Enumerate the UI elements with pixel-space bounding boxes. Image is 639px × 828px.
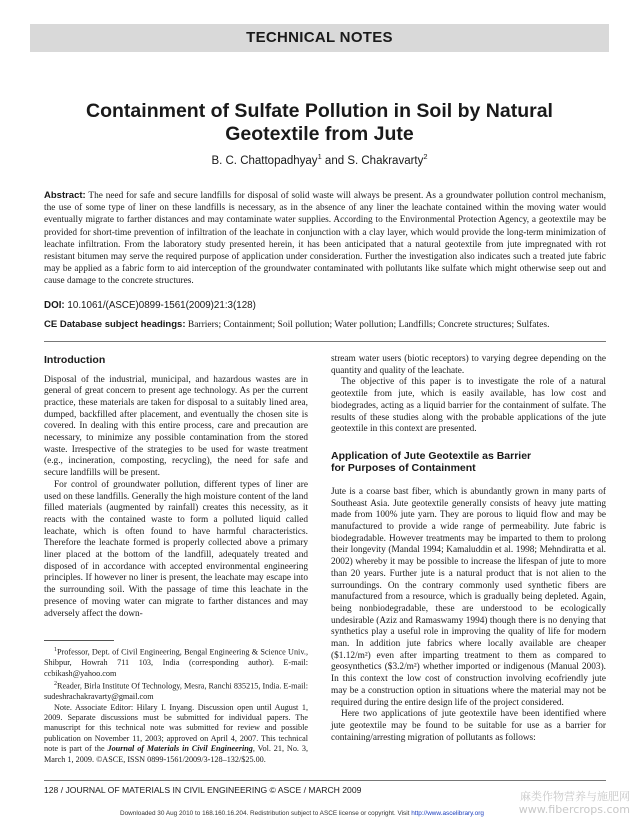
application-heading (331, 450, 606, 475)
footnote-divider (44, 640, 114, 641)
section-banner: TECHNICAL NOTES (30, 24, 609, 52)
watermark-line-2: www.fibercrops.com (518, 803, 630, 816)
footnote-1-mark: 1 (54, 647, 57, 653)
title-line-2: Geotextile from Jute (225, 123, 414, 145)
footnote-2-text: Reader, Birla Institute Of Technology, Mesra, Ranchi 835215, India. E-mail: sudeshrachakravarty@gmail.com (44, 681, 308, 702)
subject-headings-label: CE Database subject headings: (44, 319, 186, 330)
paper-title (40, 100, 599, 146)
subject-headings-value: Barriers; Containment; Soil pollution; Water pollution; Landfills; Concrete structures; Sulfates. (187, 320, 550, 330)
application-heading-line-2: for Purposes of Containment (331, 462, 476, 475)
doi-line (44, 300, 606, 311)
editorial-note (44, 703, 308, 765)
ascelibrary-link[interactable]: http://www.ascelibrary.org (411, 810, 484, 817)
abstract-label: Abstract: (44, 190, 86, 201)
subject-headings (44, 319, 606, 330)
jute-paragraph: Jute is a coarse bast fiber, which is abundantly grown in many parts of Southeast Asia. Jute geotextile generally consists of heavy jute matting made from 100% jute yarn. They are porous to liquid flow and may be manufactured to provide a wide range of permeability. Jute fabric is biodegradable. However treatments may be imparted to them to prolong their longevity (Mandal 1994; Kamaluddin et al. 1998; Mehndiratta et al. 2002) whereby it may be possible to increase the lifespan of jute to more than 20 years. Further jute is a natural product that is not alien to the surroundings. On the contrary commonly used synthetic fibers are manufactured from a resource, which is gradually being depleted. Again, being nonbiodegradable, these are understood to be ecologically undesirable (Aziz and Ramaswamy 1994) though there is no denying that synthetics play a useful role in improving the quality of life for modern man. In addition jute fabrics where locally available are cheaper ($1.12/m²) even after imparting treatment to them as compared to geosynthetics ($3.2/m²) whether imported or indigenous (Manual 2003). In this context the low cost of construction involving ecofriendly jute may be a construction option in situations where the material may not be required during the entire design life of the project considered. (331, 486, 606, 708)
doi-label: DOI: (44, 300, 65, 311)
author-2-affiliation-mark: 2 (423, 152, 428, 161)
title-line-1: Containment of Sulfate Pollution in Soil by Natural (86, 100, 553, 122)
author-1-affiliation-mark: 1 (317, 152, 322, 161)
intro-heading: Introduction (44, 354, 106, 366)
intro-paragraph-2: For control of groundwater pollution, different types of liner are used on these landfills. Generally the high moisture content of the land filled materials (augmented by rainfall) creates this necessity, as it reacts with the contained waste to form a polluted liquid called leachate, which is often found to have harmful characteristics. Therefore the leachate formed is properly collected above a primary liner placed at the bottom of the landfill, adequately treated and disposed of in accordance with accepted environmental engineering principles. If however no liner is present, the leachate may escape into the surrounding soil. With the passage of time this leachate in the presence of moving water can migrate to farther distances and may adversely affect the down- (44, 479, 308, 619)
footnote-2-mark: 2 (54, 680, 57, 687)
right-column (331, 354, 606, 744)
author-2: S. Chakravarty (347, 154, 424, 167)
applications-paragraph: Here two applications of jute geotextile have been identified where jute geotextile may be found to be suitable for use as a barrier for containing/arresting migration of pollutants as follows: (331, 709, 606, 743)
abstract-text: The need for safe and secure landfills for disposal of solid waste will always be present. As a groundwater pollution control mechanism, the use of some type of liner on these landfills is necessary, as in the absence of any liner the leachate contained within the moving water would eventually migrate to farther distances and may contaminate water supplies. According to the Environmental Protection Agency, a geotextile may be provided for short-time prevention of infiltration of the leachate in conjunction with a clay layer, which would provide the long-term minimization of leachate infiltration. From the laboratory study presented herein, it has been anticipated that a natural geotextile from jute impregnated with rot resistant bitumen may serve the required purpose of application under consideration. Further the investigation also indicates such a treated jute fabric may be applied as a fabric form to aid interception of the groundwater contaminated with pollutants like sulfate which might otherwise seep out and cause damage to the concrete structures. (44, 191, 606, 287)
author-separator: and (321, 154, 348, 167)
header-divider (44, 341, 606, 342)
footnote-1 (44, 645, 308, 679)
application-heading-line-1: Application of Jute Geotextile as Barrier (331, 449, 532, 462)
editorial-note-text: Note. Associate Editor: Hilary I. Inyang. Discussion open until August 1, 2009. Separate discussions must be submitted for individual papers. The manuscript for this technical note was submitted for review and possible publication on November 11, 2003; approved on April 4, 2007. This technical note is part of the (44, 702, 308, 754)
download-notice-text: Downloaded 30 Aug 2010 to 168.160.16.204. Redistribution subject to ASCE license or copyright. Visit (120, 810, 412, 817)
editorial-note-citation: , Vol. 21, No. 3, March 1, 2009. ©ASCE, ISSN 0899-1561/2009/3-128–132/$25.00. (44, 744, 308, 764)
doi-value: 10.1061/(ASCE)0899-1561(2009)21:3(128) (67, 300, 256, 311)
author-list (40, 152, 599, 167)
site-watermark (510, 790, 630, 816)
footnote-1-text: Professor, Dept. of Civil Engineering, Bengal Engineering & Science Univ., Shibpur, Howrah 711 103, India (corresponding author). E-mail: ccbikash@yahoo.com (44, 647, 308, 678)
intro-continued-paragraph: stream water users (biotic receptors) to varying degree depending on the quantity and quality of the leachate. (331, 354, 606, 376)
objective-paragraph: The objective of this paper is to investigate the role of a natural geotextile from jute, which is easily available, has low cost and biodegrades, acting as a liquid barrier for the containment of sulfate. The results of these studies along with the probable applications of the jute geotextile in this context are presented. (331, 377, 606, 435)
left-column (44, 354, 308, 620)
intro-paragraph-1: Disposal of the industrial, municipal, and hazardous wastes are in general of great concern to present age technology. As per the current practice, these materials are taken for disposal to a suitably lined area, dumped, backfilled after placement, and eventually the chosen site is covered. In dealing with this entire process, care and precaution are necessary, to minimize any possible contamination from the stored waste. Irrespective of the strategies to be used for waste treatment (e.g., incineration, composting, recycling), the need for safe and secure landfills will be present. (44, 374, 308, 479)
page-footer: 128 / JOURNAL OF MATERIALS IN CIVIL ENGINEERING © ASCE / MARCH 2009 (44, 785, 362, 795)
download-notice (120, 810, 484, 817)
watermark-line-1: 麻类作物营养与施肥网 (520, 790, 630, 803)
footnote-2 (44, 679, 308, 703)
footer-divider (44, 780, 606, 781)
footnotes (44, 645, 308, 765)
author-1: B. C. Chattopadhyay (211, 154, 318, 167)
journal-name: Journal of Materials in Civil Engineering (107, 744, 253, 754)
abstract (44, 190, 606, 288)
